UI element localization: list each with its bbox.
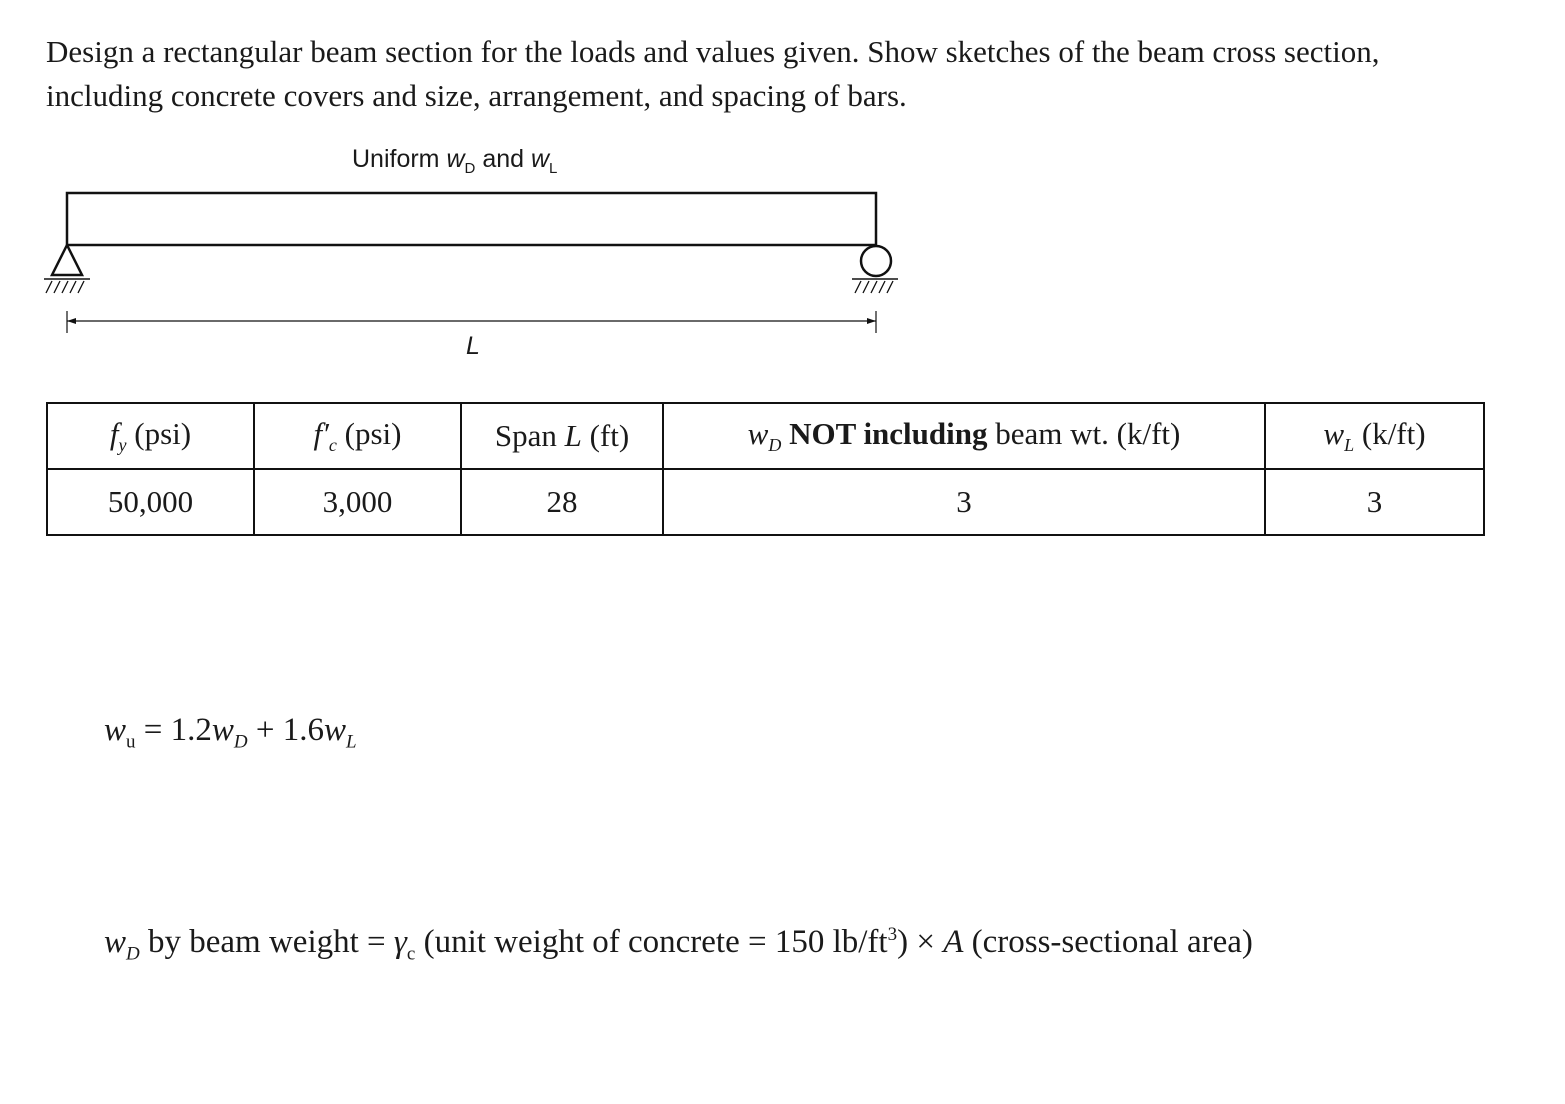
beam-diagram	[0, 0, 1565, 400]
header-fy: $f_y$ (psi)	[47, 403, 254, 469]
span-dimension	[67, 311, 876, 333]
factored-load-formula: $w_u = 1.2w_D + 1.6w_L$	[104, 712, 357, 753]
value-wd: 3	[663, 469, 1265, 535]
beam-weight-formula: $w_D$ by beam weight = $\gamma_c$ (unit weight of concrete = 150 $lb/ft^3) \times A$ (cross-sectional area)	[104, 924, 1253, 965]
header-fc: $f'_c$ (psi)	[254, 403, 461, 469]
pin-support	[44, 245, 90, 293]
beam-body	[67, 193, 876, 245]
table-header-row	[47, 403, 1484, 469]
value-span: 28	[461, 469, 663, 535]
header-span: Span L (ft)	[461, 403, 663, 469]
load-label: Uniform $w_D$ and $w_L$	[352, 145, 558, 177]
value-fy: 50,000	[47, 469, 254, 535]
table-row	[47, 469, 1484, 535]
design-values-table	[46, 402, 1485, 536]
header-wd: $w_D$ NOT including beam wt. (k/ft)	[663, 403, 1265, 469]
problem-statement: Design a rectangular beam section for the loads and values given. Show sketches of the beam cross section, including concrete covers and size, arrangement, and spacing of bars.	[46, 34, 1380, 113]
value-fc: 3,000	[254, 469, 461, 535]
header-wl: $w_L$ (k/ft)	[1265, 403, 1484, 469]
value-wl: 3	[1265, 469, 1484, 535]
span-label: L	[466, 332, 480, 360]
roller-support	[852, 246, 898, 293]
